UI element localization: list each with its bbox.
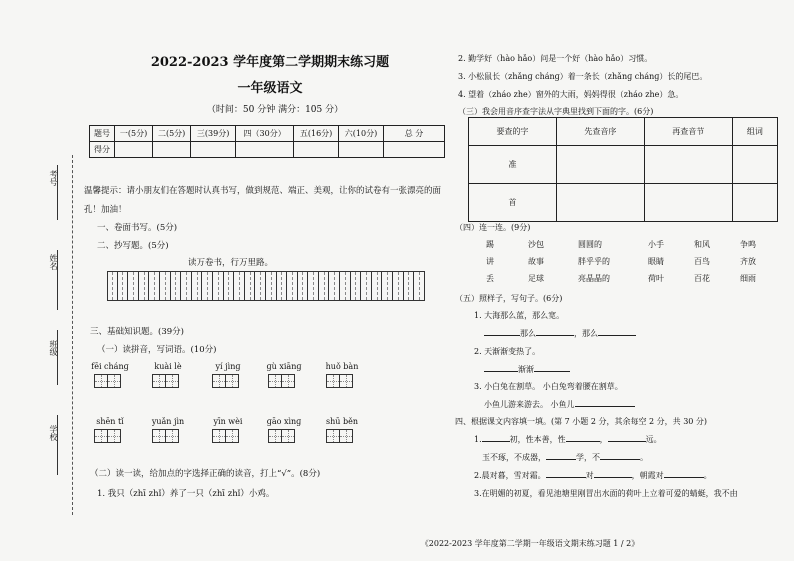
match-item[interactable]: 齐放 xyxy=(740,257,756,266)
score-cell[interactable] xyxy=(339,142,384,158)
pinyin-label: shū běn xyxy=(326,417,358,426)
score-cell[interactable] xyxy=(236,142,294,158)
kaohao-label: 考号 xyxy=(49,170,58,186)
match-item[interactable]: 讲 xyxy=(486,257,494,266)
match-item[interactable]: 丢 xyxy=(486,274,494,283)
fill-text: 渐渐 xyxy=(518,365,534,374)
fill-1[interactable] xyxy=(474,434,662,445)
binding-margin-line xyxy=(72,155,74,515)
section-1-heading: 一、卷面书写。(5分) xyxy=(97,223,178,233)
part-3-5-heading: （五）照样子，写句子。(6分) xyxy=(455,294,563,303)
tianzi-box-pair[interactable] xyxy=(326,429,352,443)
fill-text: 学，不 xyxy=(576,453,600,462)
fill-text: 那么 xyxy=(520,329,536,338)
pinyin-label: shēn tǐ xyxy=(96,417,124,426)
fill-text: 玉不琢，不成器， xyxy=(482,453,546,462)
score-cell[interactable] xyxy=(384,142,445,158)
dict-header: 要查的字 xyxy=(469,118,557,146)
fill-3[interactable] xyxy=(474,470,712,481)
copy-sentence: 读万卷书，行万里路。 xyxy=(188,258,274,268)
tianzi-box-pair[interactable] xyxy=(94,429,120,443)
fill-text: 初，性本善，性 xyxy=(509,435,566,444)
match-item[interactable]: 百花 xyxy=(694,274,710,283)
tianzi-box-pair[interactable] xyxy=(152,374,178,388)
xuexiao-label: 学校 xyxy=(49,425,58,441)
score-header-cell: 总 分 xyxy=(384,126,445,142)
match-item[interactable]: 小手 xyxy=(648,240,664,249)
banji-label: 班级 xyxy=(49,340,58,356)
xingming-blank[interactable] xyxy=(57,250,59,310)
score-header-cell: 五(16分) xyxy=(294,126,339,142)
dict-header: 再查音节 xyxy=(644,118,732,146)
sentence-2-fill[interactable] xyxy=(484,364,570,375)
section-3-heading: 三、基础知识题。(39分) xyxy=(90,327,184,337)
fill-text: ，朝霞对 xyxy=(631,471,664,480)
q3-2-4: 4. 望着（zháo zhe）窗外的大雨，妈妈得很（zháo zhe）急。 xyxy=(458,90,684,99)
tianzi-box-pair[interactable] xyxy=(268,429,294,443)
part-3-1-heading: （一）读拼音，写词语。(10分) xyxy=(97,345,217,355)
section-2-heading: 二、抄写题。(5分) xyxy=(97,241,169,251)
match-item[interactable]: 争鸣 xyxy=(740,240,756,249)
dict-cell[interactable] xyxy=(556,184,644,222)
fill-text: 1. xyxy=(474,435,482,444)
tianzi-box-pair[interactable] xyxy=(94,374,120,388)
xuexiao-blank[interactable] xyxy=(57,415,59,475)
page-footer: 《2022-2023 学年度第二学期一年级语文期末练习题 1 / 2》 xyxy=(420,539,640,548)
tianzi-box-pair[interactable] xyxy=(326,374,352,388)
score-cell[interactable] xyxy=(191,142,236,158)
part-3-2-heading: （二）读一读，给加点的字选择正确的读音，打上“√”。(8分) xyxy=(90,469,321,479)
fill-text: 小鱼儿游来游去。 小鱼儿 xyxy=(484,400,575,409)
score-header-cell: 六(10分) xyxy=(339,126,384,142)
pinyin-label: fēi chánɡ xyxy=(91,362,129,371)
sentence-2-example: 2. 天渐渐变热了。 xyxy=(474,347,541,356)
reminder-text: 温馨提示：请小朋友们在答题时认真书写，做到规范、端正、美观，让你的试卷有一张漂亮的面孔！加油！ xyxy=(84,186,442,215)
fill-4: 3.在明媚的初夏，看见池塘里刚冒出水面的荷叶上立着可爱的蜻蜓，我不由 xyxy=(474,489,738,498)
fill-2[interactable] xyxy=(482,452,648,463)
section-4-heading: 四、根据课文内容填一填。(第 7 小题 2 分，其余每空 2 分，共 30 分) xyxy=(455,417,708,426)
fill-text: 2.晨对暮，雪对霜。 xyxy=(474,471,546,480)
time-and-score: （时间：50 分钟 满分：105 分） xyxy=(206,105,344,115)
score-header-cell: 四（30分） xyxy=(236,126,294,142)
match-item[interactable]: 荷叶 xyxy=(648,274,664,283)
match-item[interactable]: 胖乎乎的 xyxy=(578,257,610,266)
fill-text: ， xyxy=(599,435,608,444)
score-header-cell: 题号 xyxy=(90,126,115,142)
dict-char: 准 xyxy=(469,146,557,184)
copy-grid[interactable] xyxy=(107,271,425,301)
xingming-label: 姓名 xyxy=(49,254,58,270)
sentence-1-fill[interactable] xyxy=(484,328,636,339)
fill-text: 对 xyxy=(585,471,594,480)
pinyin-label: kuài lè xyxy=(154,362,182,371)
sentence-3-fill[interactable] xyxy=(484,399,635,410)
dict-cell[interactable] xyxy=(556,146,644,184)
fill-text: 。 xyxy=(640,453,648,462)
score-row-label: 得分 xyxy=(90,142,115,158)
score-header-cell: 一(5分) xyxy=(115,126,153,142)
match-item[interactable]: 踢 xyxy=(486,240,494,249)
fill-text: 。 xyxy=(703,471,712,480)
match-item[interactable]: 足球 xyxy=(528,274,544,283)
pinyin-label: yí jìnɡ xyxy=(215,362,241,371)
exam-subject: 一年级语文 xyxy=(237,81,303,96)
tianzi-box-pair[interactable] xyxy=(268,374,294,388)
dict-header: 组词 xyxy=(732,118,777,146)
score-header-cell: 二(5分) xyxy=(153,126,191,142)
score-cell[interactable] xyxy=(294,142,339,158)
part-3-3-heading: （三）我会用音序查字法从字典里找到下面的字。(6分) xyxy=(458,107,654,116)
match-item[interactable]: 和风 xyxy=(694,240,710,249)
dict-cell[interactable] xyxy=(644,146,732,184)
fill-text: ，那么 xyxy=(574,329,598,338)
match-item[interactable]: 沙包 xyxy=(528,240,544,249)
pinyin-label: huǒ bàn xyxy=(325,362,359,371)
match-item[interactable]: 亮晶晶的 xyxy=(578,274,610,283)
match-item[interactable]: 故事 xyxy=(528,257,544,266)
sentence-1-example: 1. 大海那么蓝，那么宽。 xyxy=(474,311,565,320)
pinyin-label: ɡù xiānɡ xyxy=(266,362,302,371)
tianzi-box-pair[interactable] xyxy=(212,429,238,443)
dict-header: 先查音序 xyxy=(556,118,644,146)
match-item[interactable]: 细雨 xyxy=(740,274,756,283)
score-cell[interactable] xyxy=(153,142,191,158)
q3-2-1: 1. 我只（zhī zhǐ）养了一只（zhī zhǐ）小鸡。 xyxy=(97,489,275,499)
match-item[interactable]: 百鸟 xyxy=(694,257,710,266)
match-item[interactable]: 眼睛 xyxy=(648,257,664,266)
pinyin-label: yuǎn jìn xyxy=(151,417,185,426)
banji-blank[interactable] xyxy=(57,330,59,385)
fill-text: 远。 xyxy=(645,435,662,444)
dict-char: 首 xyxy=(469,184,557,222)
tianzi-box-pair[interactable] xyxy=(212,374,238,388)
kaohao-blank[interactable] xyxy=(57,165,59,220)
score-header-cell: 三(39分) xyxy=(191,126,236,142)
dictionary-table xyxy=(468,117,778,222)
dict-cell[interactable] xyxy=(732,146,777,184)
q3-2-3: 3. 小松鼠长（zhǎnɡ chánɡ）着一条长（zhǎnɡ chánɡ）长的尾巴。 xyxy=(458,72,708,81)
exam-title: 2022-2023 学年度第二学期期末练习题 xyxy=(150,55,390,70)
score-cell[interactable] xyxy=(115,142,153,158)
dict-cell[interactable] xyxy=(644,184,732,222)
dict-cell[interactable] xyxy=(732,184,777,222)
pinyin-label: yīn wèi xyxy=(213,417,243,426)
part-3-4-heading: （四）连一连。(9分) xyxy=(455,223,531,232)
q3-2-2: 2. 勤学好（hào hǎo）问是一个好（hào hǎo）习惯。 xyxy=(458,54,653,63)
sentence-3-example: 3. 小白兔在割草。 小白兔弯着腰在割草。 xyxy=(474,382,623,391)
pinyin-label: ɡāo xìnɡ xyxy=(266,417,302,426)
match-item[interactable]: 圆圆的 xyxy=(578,240,602,249)
tianzi-box-pair[interactable] xyxy=(152,429,178,443)
score-table xyxy=(89,125,445,158)
